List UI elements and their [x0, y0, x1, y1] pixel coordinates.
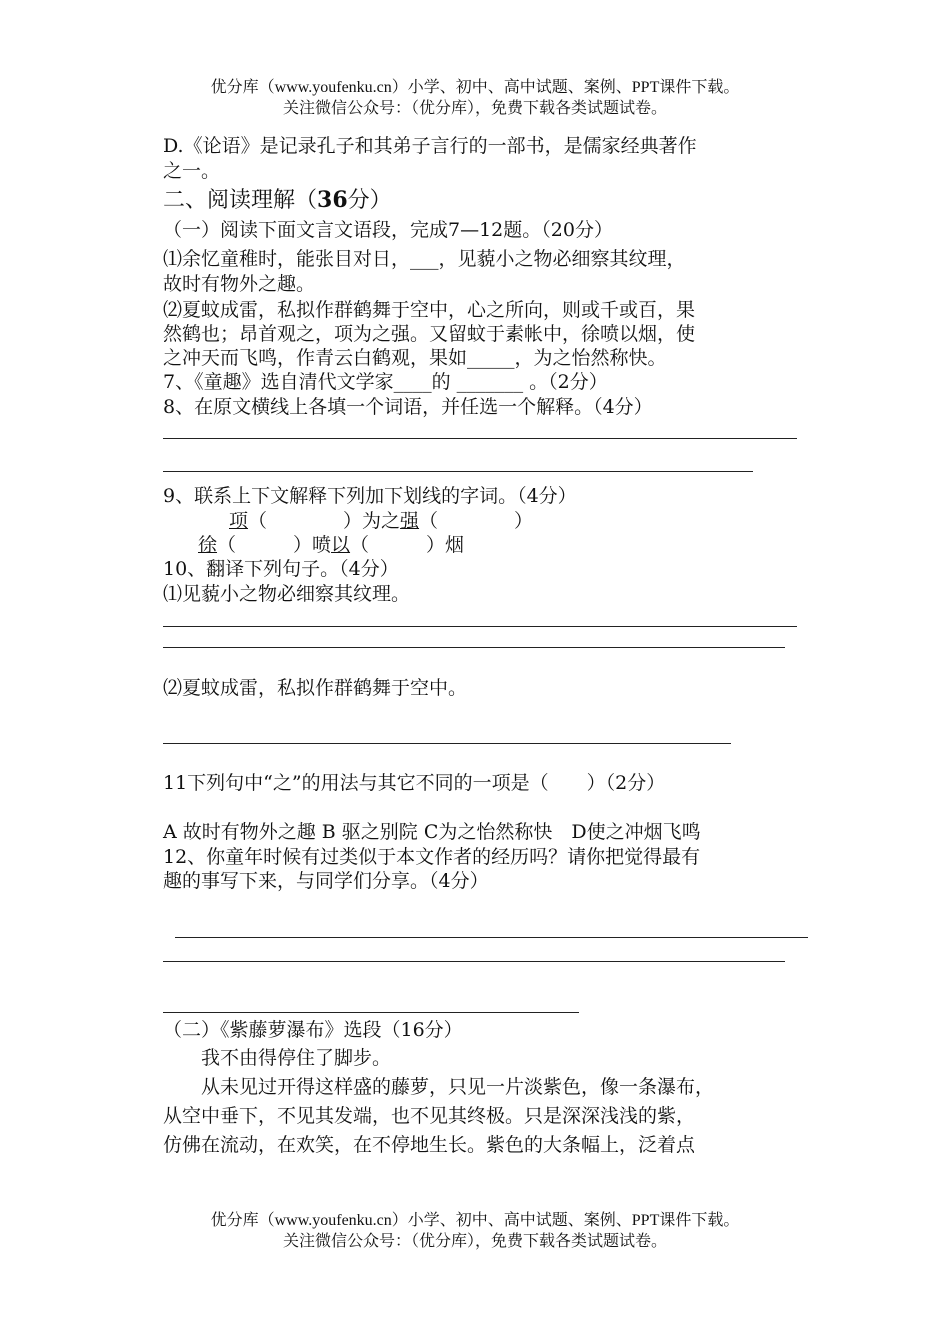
- section-2-score: 36: [317, 187, 348, 213]
- passage-p2-text-b: ，为之怡然称快。: [514, 347, 667, 369]
- answer-line-q8-2[interactable]: [163, 471, 753, 472]
- question-7: [163, 370, 608, 394]
- q7-text-a: 7、《童趣》选自清代文学家: [163, 371, 394, 393]
- part-2-title: （二）《紫藤萝瀑布》选段（16分）: [163, 1019, 463, 1041]
- question-10: 10、翻译下列句子。（4分）: [163, 558, 399, 580]
- blank-2[interactable]: _____: [467, 347, 515, 369]
- question-11: 11下列句中“之”的用法与其它不同的一项是（ ）（2分）: [163, 772, 666, 794]
- section-2-title-text: 二、阅读理解（: [163, 188, 318, 213]
- q7-text-b: 的: [431, 371, 457, 393]
- answer-line-q12-1[interactable]: [175, 937, 808, 938]
- q9-row-2: [198, 533, 464, 557]
- question-9: 9、联系上下文解释下列加下划线的字词。（4分）: [163, 485, 577, 507]
- q10-sentence-1: ⑴见藐小之物必细察其纹理。: [163, 583, 411, 605]
- passage-p1-line-1: [163, 247, 686, 271]
- q9-answer-4[interactable]: （ ）烟: [350, 534, 465, 556]
- q9-word-qiang: 强: [400, 510, 420, 532]
- q7-blank-work[interactable]: _______: [456, 371, 524, 393]
- passage-p2-line-1: ⑵夏蚊成雷，私拟作群鹤舞于空中，心之所向，则或千或百，果: [163, 299, 696, 321]
- q7-text-c: 。（2分）: [523, 371, 608, 393]
- passage-p1-text-b: ，见藐小之物必细察其纹理，: [438, 248, 686, 270]
- q9-answer-3[interactable]: （ ）喷: [217, 534, 332, 556]
- question-12-line-2: 趣的事写下来，与同学们分享。（4分）: [163, 870, 489, 892]
- q9-word-xiang: 项: [229, 510, 249, 532]
- answer-line-q12-3[interactable]: [163, 1012, 579, 1013]
- header-line-1: 优分库（www.youfenku.cn）小学、初中、高中试题、案例、PPT课件下载。: [210, 79, 740, 96]
- passage-p2-line-3: [163, 346, 667, 370]
- passage-p2-line-2: 然鹤也；昂首观之，项为之强。又留蚊于素帐中，徐喷以烟，使: [163, 323, 696, 345]
- blank-1[interactable]: ___: [410, 248, 439, 270]
- question-12-line-1: 12、你童年时候有过类似于本文作者的经历吗？请你把觉得最有: [163, 846, 701, 868]
- q11-options: A 故时有物外之趣 B 驱之别院 C为之怡然称快 D使之冲烟飞鸣: [163, 821, 701, 843]
- q9-word-xu: 徐: [198, 534, 218, 556]
- option-d-line-1: D.《论语》是记录孔子和其弟子言行的一部书，是儒家经典著作: [163, 135, 697, 157]
- section-2-title: [163, 188, 392, 213]
- prose-line-1: 我不由得停住了脚步。: [163, 1047, 392, 1069]
- answer-line-q10-1b[interactable]: [163, 647, 785, 648]
- q9-row-1: [229, 509, 533, 533]
- q10-sentence-2: ⑵夏蚊成雷，私拟作群鹤舞于空中。: [163, 677, 468, 699]
- answer-line-q8-1[interactable]: [163, 438, 797, 439]
- q7-blank-author[interactable]: ____: [393, 371, 432, 393]
- passage-p1-text-a: ⑴余忆童稚时，能张目对日，: [163, 248, 411, 270]
- q9-answer-1[interactable]: （ ）为之: [248, 510, 401, 532]
- header-line-2: 关注微信公众号：（优分库），免费下载各类试题试卷。: [282, 100, 667, 117]
- section-2-title-end: 分）: [347, 188, 392, 213]
- passage-p2-text-a: 之冲天而飞鸣，作青云白鹤观，果如: [163, 347, 468, 369]
- prose-line-2: 从未见过开得这样盛的藤萝，只见一片淡紫色，像一条瀑布，: [163, 1076, 715, 1098]
- answer-line-q10-2[interactable]: [163, 743, 731, 744]
- q9-word-yi: 以: [331, 534, 351, 556]
- option-d-line-2: 之一。: [163, 160, 221, 182]
- footer-line-2: 关注微信公众号：（优分库），免费下载各类试题试卷。: [282, 1233, 667, 1250]
- answer-line-q10-1a[interactable]: [163, 626, 797, 627]
- passage-p1-line-2: 故时有物外之趣。: [163, 273, 316, 295]
- prose-line-4: 仿佛在流动，在欢笑，在不停地生长。紫色的大条幅上，泛着点: [163, 1134, 696, 1156]
- question-8: 8、在原文横线上各填一个词语，并任选一个解释。（4分）: [163, 396, 653, 418]
- part-1-title: （一）阅读下面文言文语段，完成7—12题。（20分）: [163, 219, 613, 241]
- footer-line-1: 优分库（www.youfenku.cn）小学、初中、高中试题、案例、PPT课件下载。: [210, 1212, 740, 1229]
- prose-line-3: 从空中垂下，不见其发端，也不见其终极。只是深深浅浅的紫，: [163, 1105, 696, 1127]
- answer-line-q12-2[interactable]: [163, 961, 785, 962]
- q9-answer-2[interactable]: （ ）: [419, 510, 534, 532]
